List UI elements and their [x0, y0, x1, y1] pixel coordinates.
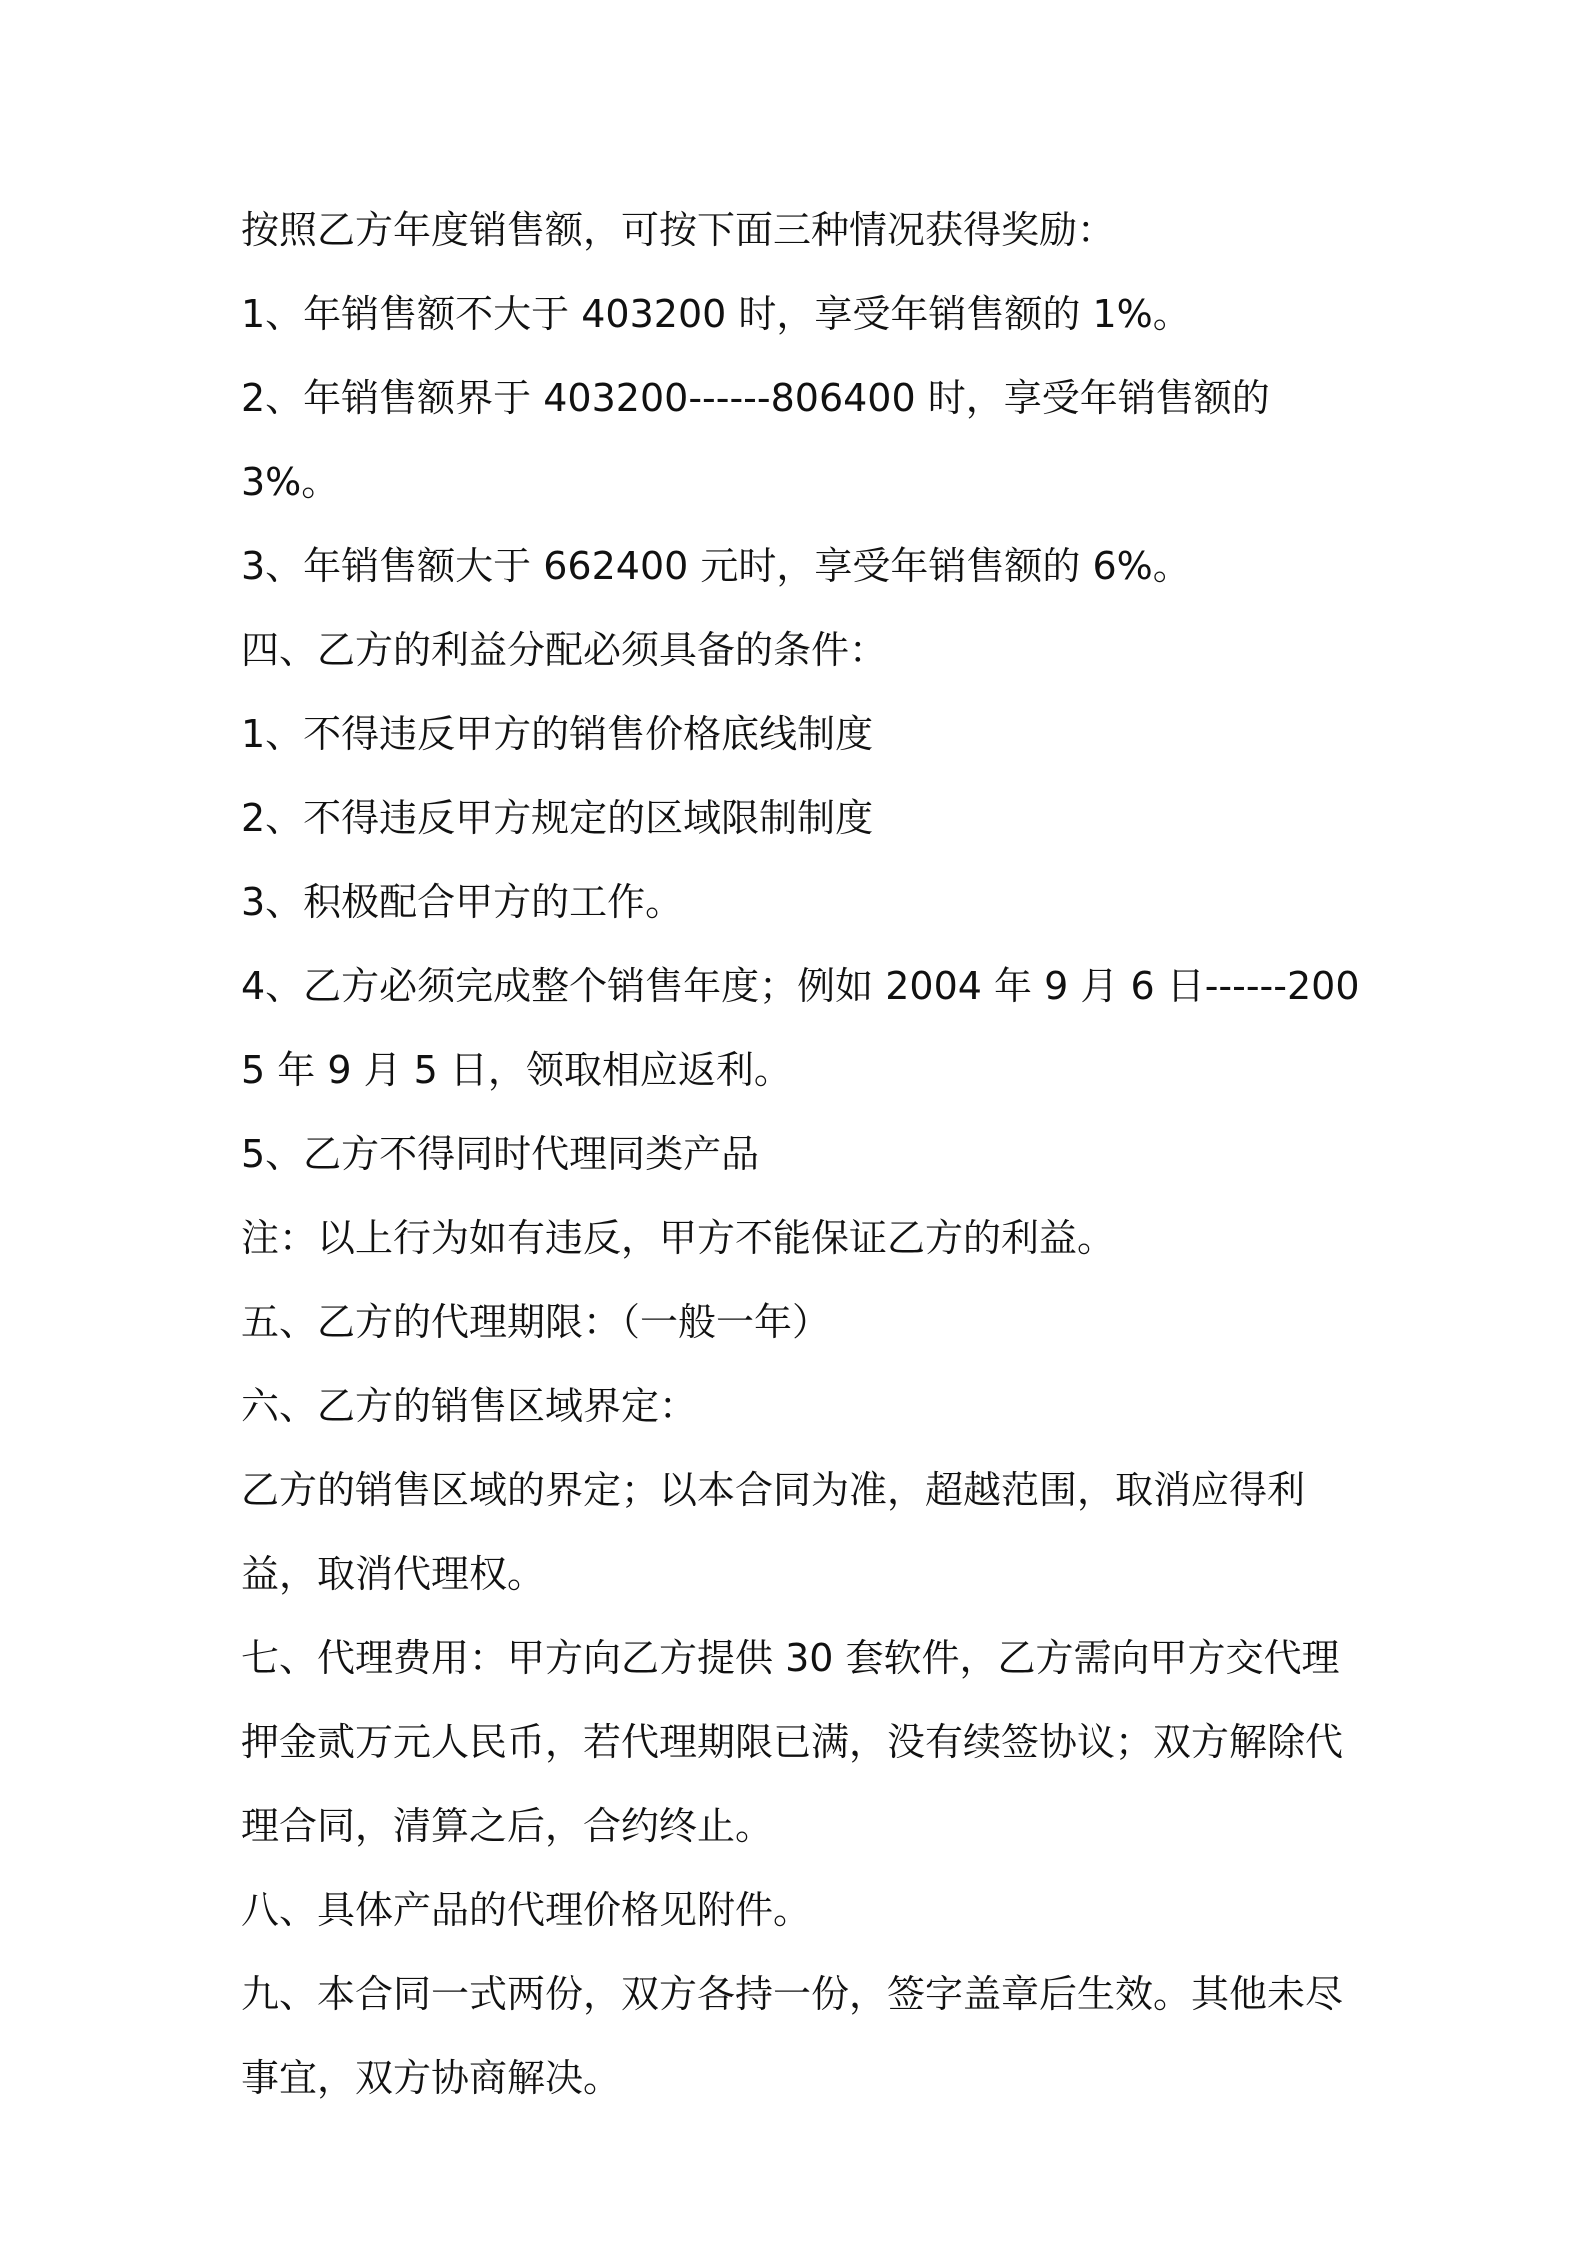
- paragraph-note: 注：以上行为如有违反，甲方不能保证乙方的利益。: [241, 1216, 1116, 1260]
- paragraph-condition-3: 3、积极配合甲方的工作。: [241, 880, 684, 924]
- heading-section-4: 四、乙方的利益分配必须具备的条件：: [241, 628, 888, 672]
- paragraph-section-7-fees: 七、代理费用：甲方向乙方提供 30 套软件，乙方需向甲方交代理押金贰万元人民币，若代理期限已满，没有续签协议；双方解除代理合同，清算之后，合约终止。: [241, 1636, 1344, 1848]
- paragraph-section-8-pricing: 八、具体产品的代理价格见附件。: [241, 1888, 812, 1932]
- heading-section-6: 六、乙方的销售区域界定：: [241, 1384, 698, 1428]
- paragraph-condition-1: 1、不得违反甲方的销售价格底线制度: [241, 712, 874, 756]
- paragraph-condition-5: 5、乙方不得同时代理同类产品: [241, 1132, 760, 1176]
- paragraph-sales-region: 乙方的销售区域的界定；以本合同为准，超越范围，取消应得利益，取消代理权。: [241, 1468, 1306, 1596]
- paragraph-reward-tier-1: 1、年销售额不大于 403200 时，享受年销售额的 1%。: [241, 292, 1191, 336]
- paragraph-section-9-copies: 九、本合同一式两份，双方各持一份，签字盖章后生效。其他未尽事宜，双方协商解决。: [241, 1972, 1344, 2100]
- heading-section-5: 五、乙方的代理期限：（一般一年）: [241, 1300, 831, 1344]
- paragraph-reward-tier-2: 2、年销售额界于 403200------806400 时，享受年销售额的 3%。: [241, 376, 1270, 504]
- paragraph-condition-2: 2、不得违反甲方规定的区域限制制度: [241, 796, 874, 840]
- paragraph-reward-tier-3: 3、年销售额大于 662400 元时，享受年销售额的 6%。: [241, 544, 1191, 588]
- paragraph-condition-4: 4、乙方必须完成整个销售年度；例如 2004 年 9 月 6 日------2005 年 9 月 5 日，领取相应返利。: [241, 964, 1360, 1092]
- paragraph-reward-intro: 按照乙方年度销售额，可按下面三种情况获得奖励：: [241, 208, 1116, 252]
- document-body: [241, 188, 1361, 2120]
